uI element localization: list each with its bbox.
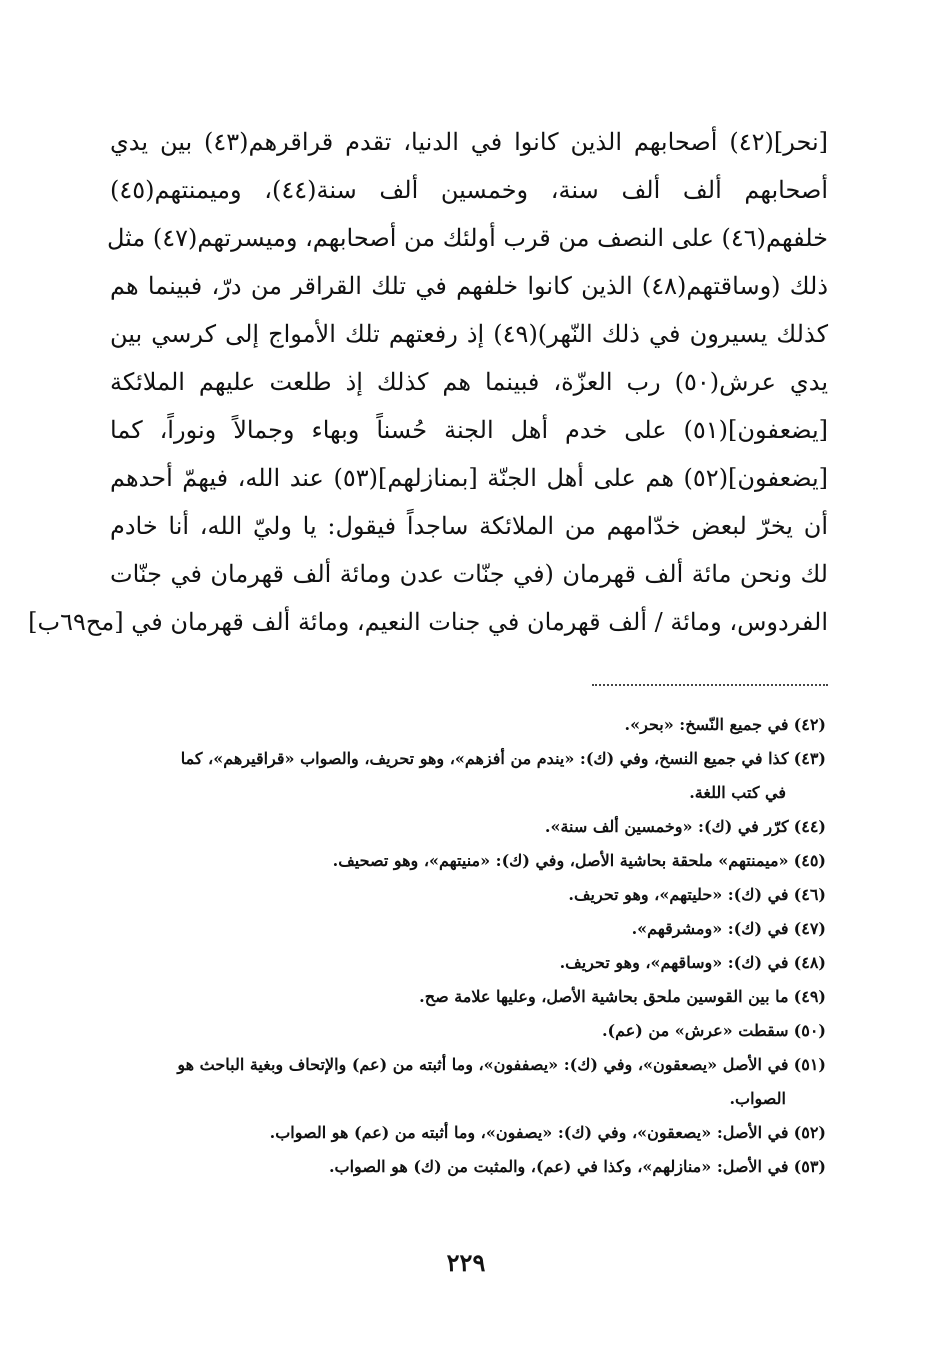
footnote-number: (٥٢) <box>793 1123 826 1142</box>
text-line: كذلك يسيرون في ذلك النّهر)(٤٩) إذ رفعتهم تلك الأمواج إلى كرسي بين <box>110 320 828 348</box>
footnote <box>110 844 828 878</box>
footnote-continuation <box>110 776 828 810</box>
footnote-number: (٤٨) <box>793 953 826 972</box>
text-line: خلفهم(٤٦) على النصف من قرب أولئك من أصحابهم، وميسرتهم(٤٧) مثل <box>106 224 828 252</box>
footnote-separator <box>592 684 828 690</box>
footnote-text: في (ك): «ومشرقهم». <box>631 919 789 938</box>
footnote <box>110 1116 828 1150</box>
footnote-text: في جميع النّسخ: «بحر». <box>624 715 789 734</box>
text-line: أصحابهم ألف ألف سنة، وخمسين ألف سنة(٤٤)، وميمنتهم(٤٥) <box>110 176 828 204</box>
footnote <box>110 1014 828 1048</box>
footnote <box>110 708 828 742</box>
text-line: يدي عرش(٥٠) رب العزّة، فبينما هم كذلك إذ طلعت عليهم الملائكة <box>110 368 828 396</box>
footnote <box>110 946 828 980</box>
footnote-text: ما بين القوسين ملحق بحاشية الأصل، وعليها علامة صح. <box>419 987 789 1006</box>
footnote-number: (٤٩) <box>793 987 826 1006</box>
footnote <box>110 810 828 844</box>
footnote-number: (٥١) <box>793 1055 826 1074</box>
footnote-text: كرّر في (ك): «وخمسين ألف سنة». <box>544 817 789 836</box>
footnote <box>110 1048 828 1082</box>
text-line: [يضعفون](٥١) على خدم أهل الجنة حُسناً وبهاء وجمالاً ونوراً، كما <box>110 416 828 444</box>
footnote-number: (٤٢) <box>793 715 826 734</box>
main-text <box>28 118 829 646</box>
footnote-text: سقطت «عرش» من (عم). <box>601 1021 789 1040</box>
footnote-number: (٤٥) <box>793 851 826 870</box>
footnote-text: الصواب. <box>729 1089 786 1108</box>
footnote-text: في (ك): «وساقهم»، وهو تحريف. <box>559 953 789 972</box>
footnote <box>110 742 828 776</box>
footnote-text: «ميمنتهم» ملحقة بحاشية الأصل، وفي (ك): «منيتهم»، وهو تصحيف. <box>332 851 789 870</box>
footnote <box>110 980 828 1014</box>
text-line: لك ونحن مائة ألف قهرمان (في جنّات عدن ومائة ألف قهرمان في جنّات <box>110 560 828 588</box>
footnote-text: كذا في جميع النسخ، وفي (ك): «يندم من أفزهم»، وهو تحريف، والصواب «قراقيرهم»، كما <box>180 749 789 768</box>
footnote-number: (٤٣) <box>793 749 826 768</box>
footnote-text: في (ك): «حليتهم»، وهو تحريف. <box>568 885 789 904</box>
footnotes <box>110 708 828 1184</box>
footnote <box>110 1150 828 1184</box>
footnote-number: (٥٣) <box>793 1157 826 1176</box>
footnote-number: (٥٠) <box>793 1021 826 1040</box>
text-line: أن يخرّ لبعض خدّامهم من الملائكة ساجداً فيقول: يا وليّ الله، أنا خادم <box>110 512 828 540</box>
footnote-text: في كتب اللغة. <box>689 783 786 802</box>
text-line: ذلك (وساقتهم(٤٨) الذين كانوا خلفهم في تلك القراقر من درّ، فبينما هم <box>110 272 829 300</box>
footnote-text: في الأصل: «منازلهم»، وكذا في (عم)، والمثبت من (ك) هو الصواب. <box>328 1157 789 1176</box>
footnote <box>110 878 828 912</box>
footnote <box>110 912 828 946</box>
footnote-text: في الأصل «يصعقون»، وفي (ك): «يصففون»، وما أثبته من (عم) والإتحاف وبغية الباحث هو <box>177 1055 789 1074</box>
page-number: ٢٢٩ <box>446 1248 486 1277</box>
footnote-continuation <box>110 1082 828 1116</box>
text-line: الفردوس، ومائة / ألف قهرمان في جنات النعيم، ومائة ألف قهرمان في [مح٦٩ب] <box>28 608 828 636</box>
footnote-number: (٤٦) <box>793 885 826 904</box>
footnote-number: (٤٤) <box>793 817 826 836</box>
text-line: [نحر](٤٢) أصحابهم الذين كانوا في الدنيا، تقدم قراقرهم(٤٣) بين يدي <box>110 128 829 156</box>
footnote-number: (٤٧) <box>793 919 826 938</box>
footnote-text: في الأصل: «يصعقون»، وفي (ك): «يصفون»، وما أثبته من (عم) هو الصواب. <box>269 1123 789 1142</box>
text-line: [يضعفون](٥٢) هم على أهل الجنّة [بمنازلهم](٥٣) عند الله، فيهمّ أحدهم <box>110 464 829 492</box>
